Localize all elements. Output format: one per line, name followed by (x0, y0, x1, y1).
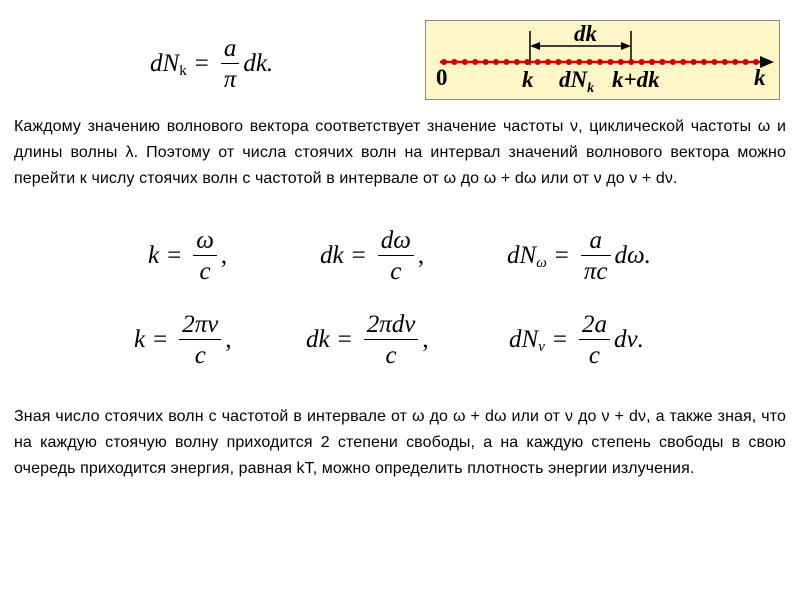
k-axis-point (555, 59, 561, 65)
fraction (581, 228, 611, 284)
k-axis-point (639, 59, 645, 65)
tail: dν. (613, 326, 644, 354)
k-axis-point (535, 59, 541, 65)
k-axis-point (576, 59, 582, 65)
k-axis-point (545, 59, 551, 65)
k-axis-point (493, 59, 499, 65)
fraction (193, 228, 217, 284)
dNk-text: dN (559, 67, 588, 92)
equals-sign: = (554, 242, 569, 270)
denominator: c (194, 342, 206, 370)
k-axis-svg (426, 21, 781, 101)
denominator: c (588, 342, 601, 370)
fraction (221, 36, 240, 92)
denominator: π (223, 66, 237, 94)
numerator: a (223, 35, 237, 62)
k-axis-point (597, 59, 603, 65)
k-axis-point (483, 59, 489, 65)
k-axis-point (691, 59, 697, 65)
formula-dNk (150, 36, 273, 92)
lhs: dk (320, 242, 344, 270)
numerator: 2πν (182, 311, 219, 338)
numerator: a (589, 227, 602, 254)
lhs: dN (509, 326, 539, 354)
formula-dk-domega (320, 228, 424, 284)
k-axis-point (680, 59, 686, 65)
lhs: k (148, 242, 160, 270)
formula-tail: dk. (243, 50, 274, 78)
equals-sign: = (153, 326, 168, 354)
k-axis-point (618, 59, 624, 65)
axis-k-label: k (754, 65, 766, 90)
numerator: 2a (581, 311, 607, 338)
k-axis-point (566, 59, 572, 65)
formula-k-nu (134, 312, 232, 368)
tail: dω. (614, 242, 651, 270)
paragraph-1: Каждому значению волнового вектора соответствует значение частоты ν, циклической частоты ω и длины волны λ. Поэтому от числа стоячих волн на интервал значений волнового вектора можно перейти к числу стоячих волн с частотой в интервале от ω до ω + dω или от ν до ν + dν. (14, 118, 786, 187)
formula-dk-dnu (306, 312, 429, 368)
k-axis-point (722, 59, 728, 65)
k-axis-point (743, 59, 749, 65)
fraction (378, 228, 414, 284)
dNk-subscript: k (587, 81, 595, 96)
zero-label: 0 (436, 65, 448, 90)
fraction (579, 312, 610, 368)
k-axis-point (587, 59, 593, 65)
k-axis-point (670, 59, 676, 65)
denominator: πc (583, 258, 608, 286)
tail: , (220, 242, 228, 270)
k-axis-point (732, 59, 738, 65)
k-axis-point (607, 59, 613, 65)
k-axis-point (628, 59, 634, 65)
k-axis-point (524, 59, 530, 65)
tail: , (225, 326, 232, 354)
dk-right-arrowhead (621, 42, 631, 50)
formula-lhs: dN (150, 50, 180, 78)
k-label: k (522, 67, 534, 92)
equals-sign: = (552, 326, 567, 354)
k-plus-dk-label: k+dk (612, 67, 660, 92)
k-axis-diagram (425, 20, 780, 100)
formula-lhs-sub: k (179, 62, 187, 79)
dNk-label (559, 67, 595, 96)
k-axis-point (451, 59, 457, 65)
k-axis-point (462, 59, 468, 65)
numerator: ω (196, 227, 214, 254)
denominator: c (385, 342, 397, 370)
formula-dN-nu (509, 312, 644, 368)
formula-dN-omega (507, 228, 651, 284)
k-axis-point (503, 59, 509, 65)
k-axis-point (659, 59, 665, 65)
k-axis-point (701, 59, 707, 65)
k-axis-point (649, 59, 655, 65)
lhs: dk (306, 326, 330, 354)
numerator: dω (380, 227, 411, 254)
equals-sign: = (337, 326, 352, 354)
equals-sign: = (351, 242, 366, 270)
equals-sign: = (167, 242, 182, 270)
lhs-sub: ω (536, 254, 547, 271)
k-axis-point (514, 59, 520, 65)
k-axis-point (711, 59, 717, 65)
tail: , (422, 326, 429, 354)
fraction (364, 312, 419, 368)
tail: , (417, 242, 425, 270)
denominator: c (390, 258, 402, 286)
paragraph-2: Зная число стоячих волн с частотой в интервале от ω до ω + dω или от ν до ν + dν, а также зная, что на каждую стоячую волну приходится 2 степени свободы, а на каждую степень свободы в свою очередь приходится энергия, равная kT, можно определить плотность энергии излучения. (14, 408, 786, 477)
lhs: dN (507, 242, 537, 270)
dk-label: dk (574, 21, 597, 46)
formula-k-omega (148, 228, 227, 284)
dk-left-arrowhead (530, 42, 540, 50)
numerator: 2πdν (366, 311, 416, 338)
denominator: c (199, 258, 211, 286)
k-axis-point (472, 59, 478, 65)
fraction (179, 312, 221, 368)
lhs-sub: ν (538, 338, 545, 355)
equals-sign: = (194, 50, 209, 78)
lhs: k (134, 326, 146, 354)
